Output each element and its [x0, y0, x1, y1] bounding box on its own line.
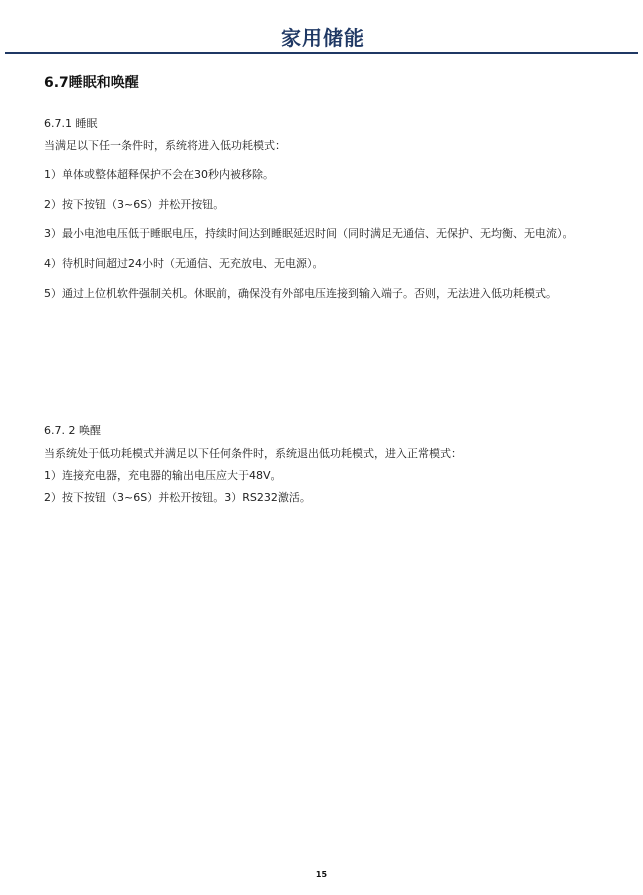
- sleep-heading: 6.7.1 睡眠: [44, 117, 98, 130]
- sleep-item-3: 3）最小电池电压低于睡眠电压，持续时间达到睡眠延迟时间（同时满足无通信、无保护、无均衡、无电流）。: [44, 227, 574, 240]
- wake-intro: 当系统处于低功耗模式并满足以下任何条件时，系统退出低功耗模式，进入正常模式：: [44, 447, 462, 460]
- document-header-title: 家用储能: [281, 26, 365, 50]
- sleep-intro: 当满足以下任一条件时，系统将进入低功耗模式：: [44, 139, 286, 152]
- header-divider: [5, 52, 638, 54]
- sleep-item-5: 5）通过上位机软件强制关机。休眠前，确保没有外部电压连接到输入端子。否则，无法进入低功耗模式。: [44, 287, 557, 300]
- wake-heading: 6.7. 2 唤醒: [44, 424, 101, 437]
- section-title: 6.7睡眠和唤醒: [44, 75, 139, 91]
- wake-item-1: 1）连接充电器，充电器的输出电压应大于48V。: [44, 469, 282, 482]
- page-number: 15: [315, 870, 328, 879]
- sleep-item-1: 1）单体或整体超释保护不会在30秒内被移除。: [44, 168, 274, 181]
- wake-item-2: 2）按下按钮（3~6S）并松开按钮。3）RS232激活。: [44, 491, 311, 504]
- sleep-item-2: 2）按下按钮（3~6S）并松开按钮。: [44, 198, 225, 211]
- sleep-item-4: 4）待机时间超过24小时（无通信、无充放电、无电源）。: [44, 257, 324, 270]
